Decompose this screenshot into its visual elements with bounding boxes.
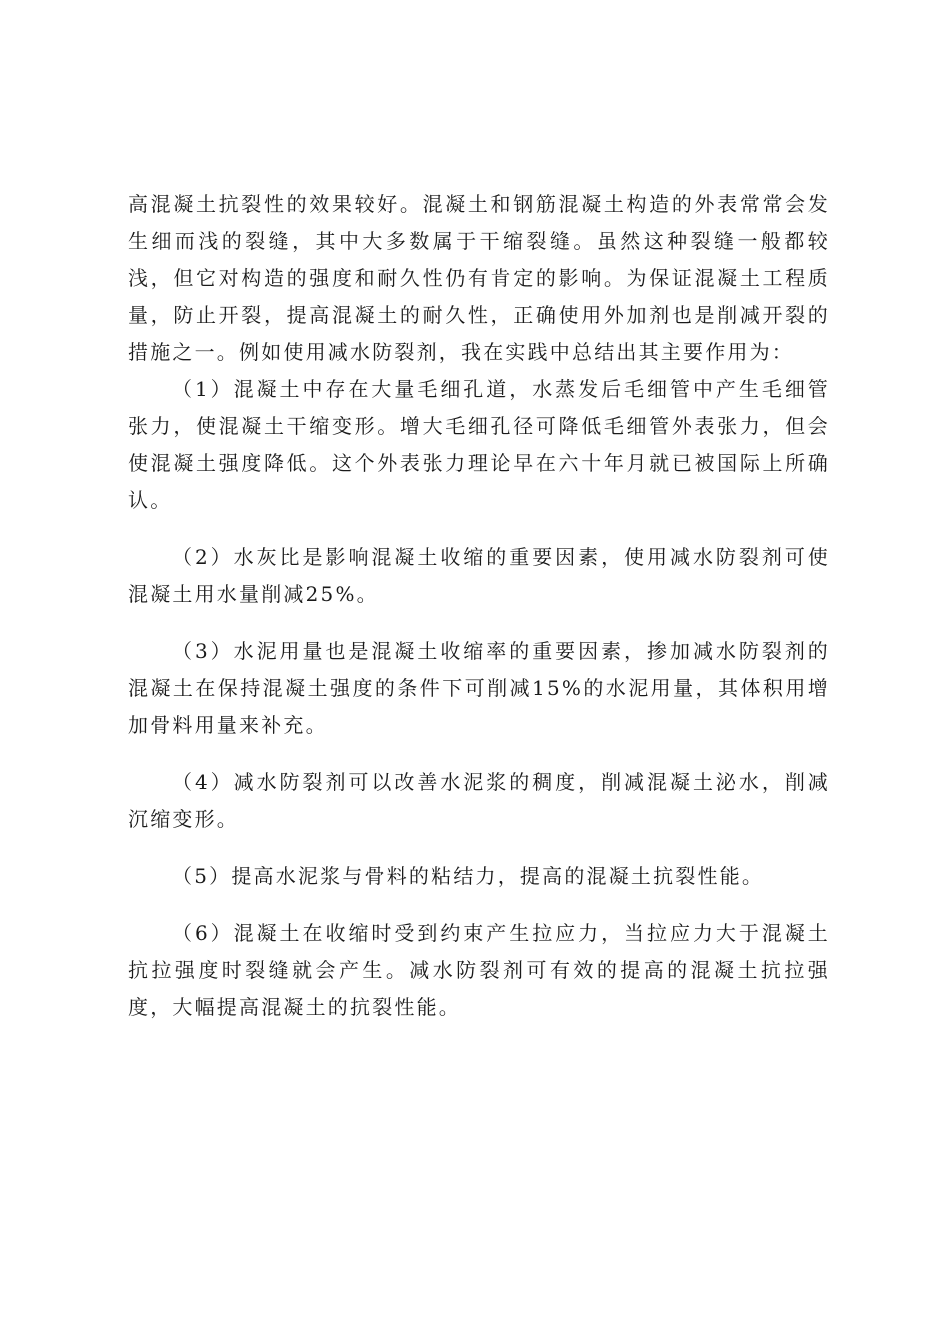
paragraph-item-4: （4）减水防裂剂可以改善水泥浆的稠度，削减混凝土泌水，削减沉缩变形。 [128, 770, 830, 831]
paragraph-item-2: （2）水灰比是影响混凝土收缩的重要因素，使用减水防裂剂可使混凝土用水量削减25%。 [128, 545, 830, 606]
paragraph-intro: 高混凝土抗裂性的效果较好。混凝土和钢筋混凝土构造的外表常常会发生细而浅的裂缝，其中大多数属于干缩裂缝。虽然这种裂缝一般都较浅，但它对构造的强度和耐久性仍有肯定的影响。为保证混凝土工程质量，防止开裂，提高混凝土的耐久性，正确使用外加剂也是削减开裂的措施之一。例如使用减水防裂剂，我在实践中总结出其主要作用为： [128, 192, 830, 364]
paragraph-item-6: （6）混凝土在收缩时受到约束产生拉应力，当拉应力大于混凝土抗拉强度时裂缝就会产生。减水防裂剂可有效的提高的混凝土抗拉强度，大幅提高混凝土的抗裂性能。 [128, 921, 830, 1019]
paragraph-item-5: （5）提高水泥浆与骨料的粘结力，提高的混凝土抗裂性能。 [172, 864, 765, 888]
paragraph-item-3: （3）水泥用量也是混凝土收缩率的重要因素，掺加减水防裂剂的混凝土在保持混凝土强度的条件下可削减15%的水泥用量，其体积用增加骨料用量来补充。 [128, 639, 830, 737]
paragraph-item-1: （1）混凝土中存在大量毛细孔道，水蒸发后毛细管中产生毛细管张力，使混凝土干缩变形。增大毛细孔径可降低毛细管外表张力，但会使混凝土强度降低。这个外表张力理论早在六十年月就已被国际上所确认。 [128, 377, 830, 512]
document-body [128, 186, 830, 1026]
